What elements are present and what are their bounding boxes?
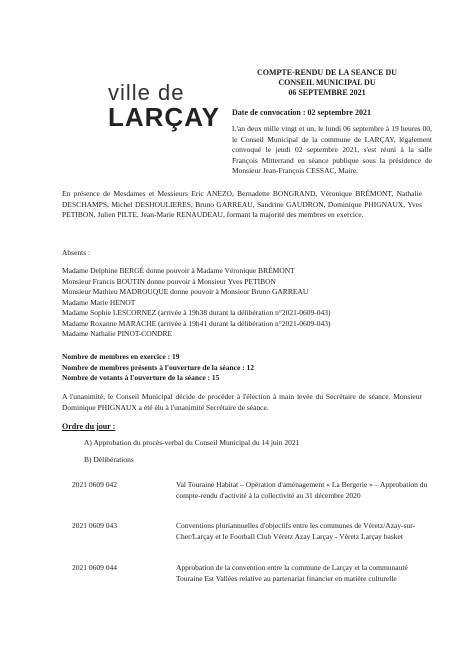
town-logo — [108, 80, 220, 136]
absent-item: Madame Sophie LESCORNEZ (arrivée à 19h38 durant la délibération n°2021-0609-043) — [62, 308, 331, 317]
absent-item: Monsieur Francis BOUTIN donne pouvoir à Monsieur Yves PETIBON — [62, 276, 276, 286]
deliberation-text: Val Touraine Habitat – Opération d'aménagement « La Bergerie » – Approbation du compte-rendu d'activité à la collectivité au 31 décembre 2020 — [176, 480, 428, 500]
count-line: Nombre de votants à l'ouverture de la séance : 15 — [62, 373, 220, 382]
title-line: CONSEIL MUNICIPAL DU — [278, 78, 376, 87]
ordre-du-jour-heading: Ordre du jour : — [62, 422, 116, 431]
count-line: Nombre de membres présents à l'ouverture de la séance : 12 — [62, 362, 255, 372]
deliberation-text: Approbation de la convention entre la commune de Larçay et la communauté Touraine Est Vallées relative au partenariat financier en matière culturelle — [176, 563, 408, 583]
presence-paragraph: En présence de Mesdames et Messieurs Eric ANEZO, Bernadette BONGRAND, Véronique BRÉMONT, Nathalie DESCHAMPS, Michel DESHOULIERES, Bruno GARREAU, Sandrine GAUDRON, Dominique PHIGNAUX, Yves PETIBON, Julien PILTE, Jean-Marie RENAUDEAU, formant la majorité des membres en exercice. — [62, 189, 422, 219]
member-counts — [62, 352, 422, 384]
secretaire-paragraph: A l'unanimité, le Conseil Municipal décide de procéder à l'élection à main levée du Secrétaire de séance. Monsieur Dominique PHIGNAUX a été élu à l'unanimité Secrétaire de séance. — [62, 392, 422, 412]
title-line: 06 SEPTEMBRE 2021 — [288, 88, 366, 97]
logo-line-1: ville de — [108, 80, 185, 105]
absent-item: Madame Marie HENOT — [62, 297, 136, 307]
absents-list — [62, 266, 422, 340]
absents-label: Absents : — [62, 248, 91, 257]
deliberation-number: 2021 0609 043 — [72, 521, 117, 530]
convocation-date: Date de convocation : 02 septembre 2021 — [232, 108, 371, 117]
intro-paragraph: L'an deux mille vingt et un, le lundi 06 septembre à 19 heures 00, le Conseil Municipal de la commune de LARÇAY, légalement convoqué le jeudi 02 septembre 2021, s'est réuni à la salle François Mitterrand en séance publique sous la présidence de Monsieur Jean-François CESSAC, Maire. — [232, 124, 432, 175]
deliberation-text: Conventions pluriannuelles d'objectifs entre les communes de Véretz/Azay-sur-Cher/Larçay et le Football Club Véretz Azay Larçay - Véretz Larçay basket — [176, 521, 416, 541]
deliberation-number: 2021 0609 042 — [72, 480, 117, 489]
absent-item: Monsieur Mathieu MADROUQUE donne pouvoir à Monsieur Bruno GARREAU — [62, 287, 309, 296]
agenda-item-a: A) Approbation du procès-verbal du Conseil Municipal du 14 juin 2021 — [84, 438, 300, 447]
document-title — [232, 68, 422, 98]
absent-item: Madame Nathalie PINOT-CONDRE — [62, 329, 173, 338]
absent-item: Madame Roxanne MARACHE (arrivée à 19h41 durant la délibération n°2021-0609-043) — [62, 318, 331, 328]
absent-item: Madame Delphine BERGÉ donne pouvoir à Madame Véronique BRÉMONT — [62, 266, 295, 275]
count-line: Nombre de membres en exercice : 19 — [62, 352, 180, 361]
logo-line-2: LARÇAY — [108, 102, 220, 132]
title-line: COMPTE-RENDU DE LA SEANCE DU — [256, 68, 397, 77]
deliberation-number: 2021 0609 044 — [72, 563, 117, 572]
agenda-item-b: B) Délibérations — [84, 455, 134, 464]
